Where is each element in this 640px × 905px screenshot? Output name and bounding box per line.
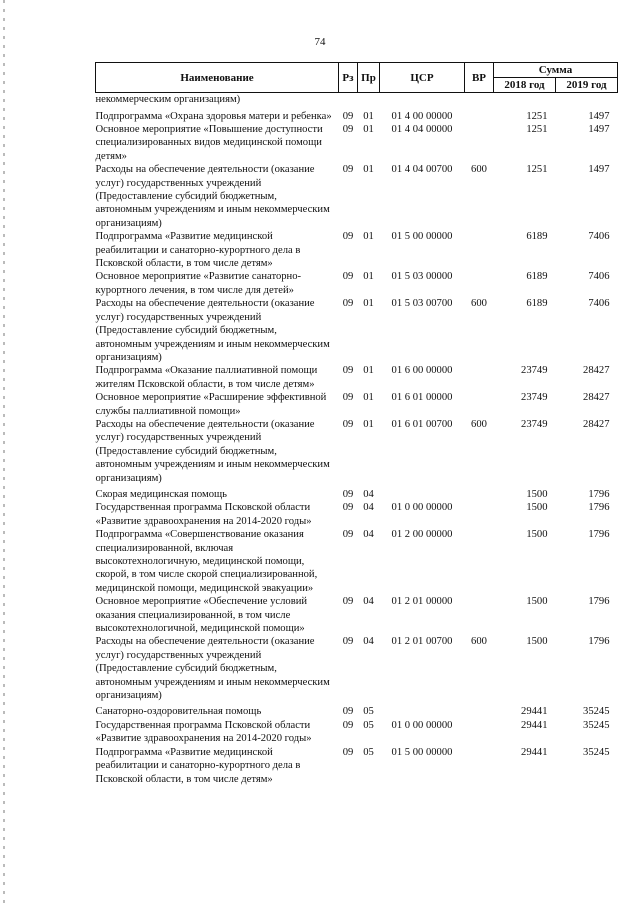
cell-y2018: 1500: [526, 596, 548, 608]
cell-name: Подпрограмма «Совершенствование оказания специализированной, включая высокотехнологичную, медицинской помощи, скорой, в том числе скорой специализированной, медицинской помощи, медицинской эвакуации»: [95, 529, 318, 594]
table-row: [96, 418, 618, 485]
cell-vr: [465, 107, 494, 123]
cell-y2019: 1796: [588, 502, 610, 514]
table-row: [96, 746, 618, 786]
table-row: [96, 163, 618, 230]
cell-rz: 09: [342, 488, 354, 500]
cell-pr: 01: [363, 392, 374, 404]
page-number: 74: [314, 36, 326, 48]
cell-vr: 600: [471, 164, 487, 176]
table-row: [96, 485, 618, 501]
cell-rz: 09: [342, 392, 354, 404]
cell-vr: [465, 391, 494, 418]
cell-vr: [465, 364, 494, 391]
cell-y2019: [556, 93, 618, 107]
cell-name: Подпрограмма «Оказание паллиативной помощи жителям Псковской области, в том числе детям»: [95, 365, 318, 390]
cell-csr: 01 6 00 00000: [391, 365, 453, 377]
cell-vr: 600: [471, 636, 487, 648]
table-row: [96, 702, 618, 718]
cell-csr: 01 0 00 00000: [391, 719, 453, 731]
cell-y2018: [494, 93, 556, 107]
cell-rz: 09: [342, 706, 354, 718]
table-body: [96, 93, 618, 786]
cell-pr: 01: [363, 298, 374, 310]
cell-y2018: 1500: [526, 636, 548, 648]
cell-rz: 09: [342, 298, 354, 310]
cell-vr: [465, 230, 494, 270]
cell-name: Основное мероприятие «Повышение доступности специализированных видов медицинской помощи детям»: [95, 124, 323, 162]
header-rz: Рз: [339, 63, 358, 93]
cell-name: Расходы на обеспечение деятельности (оказание услуг) государственных учреждений (Предоставление субсидий бюджетным, автономным учреждениям и иным некоммерческим организациям): [95, 298, 330, 363]
cell-pr: 01: [363, 271, 374, 283]
scan-edge-mark: [3, 0, 5, 905]
table-row: [96, 501, 618, 528]
cell-name: Государственная программа Псковской области «Развитие здравоохранения на 2014-2020 годы»: [95, 719, 312, 745]
cell-rz: 09: [342, 271, 354, 283]
cell-rz: 09: [342, 529, 354, 541]
cell-pr: 04: [363, 502, 374, 514]
cell-vr: [465, 595, 494, 635]
cell-name: Основное мероприятие «Развитие санаторно-курортного лечения, в том числе для детей»: [95, 271, 302, 296]
cell-pr: 04: [363, 596, 374, 608]
cell-name: Расходы на обеспечение деятельности (оказание услуг) государственных учреждений (Предоставление субсидий бюджетным, автономным учреждениям и иным некоммерческим организациям): [95, 418, 330, 484]
cell-rz: 09: [342, 124, 354, 135]
cell-name: Расходы на обеспечение деятельности (оказание услуг) государственных учреждений (Предоставление субсидий бюджетным, автономным учреждениям и иным некоммерческим организациям): [95, 164, 330, 229]
table-row: [96, 528, 618, 595]
cell-vr: 600: [471, 418, 487, 430]
cell-csr: 01 5 00 00000: [391, 746, 453, 758]
header-2018: 2018 год: [494, 78, 556, 93]
table-row: [96, 230, 618, 270]
header-sum: Сумма: [494, 63, 618, 78]
cell-y2019: 7406: [588, 231, 610, 243]
table-row: [96, 297, 618, 364]
cell-y2019: 7406: [588, 271, 610, 283]
table-row: [96, 364, 618, 391]
cell-pr: 01: [363, 418, 374, 430]
cell-y2018: 29441: [521, 706, 548, 718]
cell-name: Основное мероприятие «Расширение эффективной службы паллиативной помощи»: [95, 392, 327, 417]
cell-csr: 01 2 00 00000: [391, 529, 453, 541]
cell-y2019: 35245: [583, 706, 610, 718]
cell-y2019: 35245: [583, 746, 610, 758]
cell-name: Основное мероприятие «Обеспечение условий оказания специализированной, в том числе высокотехнологичной, медицинской помощи»: [95, 596, 308, 635]
cell-pr: 05: [363, 746, 374, 758]
cell-name: Санаторно-оздоровительная помощь: [95, 706, 262, 718]
cell-y2019: 28427: [583, 418, 610, 430]
cell-y2019: 28427: [583, 365, 610, 377]
cell-vr: [465, 270, 494, 297]
cell-y2018: 23749: [521, 392, 548, 404]
cell-vr: [465, 719, 494, 746]
header-csr: ЦСР: [380, 63, 465, 93]
cell-pr: 01: [363, 231, 374, 243]
cell-name: Подпрограмма «Развитие медицинской реабилитации и санаторно-курортного дела в Псковской области, в том числе детям»: [95, 231, 301, 270]
header-vr: ВР: [465, 63, 494, 93]
cell-y2018: 29441: [521, 746, 548, 758]
cell-csr: 01 5 03 00700: [391, 298, 453, 310]
cell-y2019: 1796: [588, 596, 610, 608]
cell-vr: [465, 485, 494, 501]
cell-csr: [380, 702, 465, 718]
cell-y2018: 23749: [521, 365, 548, 377]
cell-rz: 09: [342, 502, 354, 514]
cell-y2018: 6189: [526, 271, 548, 283]
cell-name: некоммерческим организациям): [95, 94, 241, 106]
cell-y2018: 1251: [526, 124, 548, 135]
cell-vr: [465, 702, 494, 718]
header-name: Наименование: [96, 63, 339, 93]
cell-csr: 01 2 01 00000: [391, 596, 453, 608]
cell-vr: [465, 528, 494, 595]
cell-pr: 01: [363, 124, 374, 135]
table-row: [96, 595, 618, 635]
cell-csr: 01 2 01 00700: [391, 636, 453, 648]
header-2019: 2019 год: [556, 78, 618, 93]
cell-y2019: 7406: [588, 298, 610, 310]
cell-vr: 600: [471, 298, 487, 310]
cell-pr: 04: [363, 488, 374, 500]
cell-rz: 09: [342, 596, 354, 608]
cell-y2019: 28427: [583, 392, 610, 404]
table-row: [96, 635, 618, 702]
cell-csr: 01 4 04 00700: [391, 164, 453, 176]
cell-y2019: 1497: [588, 164, 610, 176]
cell-vr: [465, 93, 494, 107]
cell-pr: 04: [363, 529, 374, 541]
cell-vr: [465, 746, 494, 786]
cell-csr: 01 4 00 00000: [391, 110, 453, 122]
cell-y2018: 1251: [526, 164, 548, 176]
cell-csr: [380, 93, 465, 107]
cell-rz: 09: [342, 719, 354, 731]
budget-table: [95, 62, 618, 786]
cell-rz: 09: [342, 365, 354, 377]
cell-rz: 09: [342, 110, 354, 122]
cell-pr: 01: [363, 164, 374, 176]
cell-rz: 09: [342, 418, 354, 430]
table-row: [96, 123, 618, 163]
cell-y2019: 1796: [588, 488, 610, 500]
cell-pr: 01: [363, 110, 374, 122]
cell-pr: 04: [363, 636, 374, 648]
cell-rz: 09: [342, 746, 354, 758]
cell-csr: 01 4 04 00000: [391, 124, 453, 135]
cell-rz: 09: [342, 636, 354, 648]
cell-csr: 01 0 00 00000: [391, 502, 453, 514]
cell-vr: [465, 501, 494, 528]
cell-y2018: 1500: [526, 488, 548, 500]
cell-name: Скорая медицинская помощь: [95, 488, 227, 500]
cell-y2018: 23749: [521, 418, 548, 430]
cell-y2018: 1251: [526, 110, 548, 122]
cell-csr: 01 5 00 00000: [391, 231, 453, 243]
cell-rz: 09: [342, 231, 354, 243]
cell-rz: 09: [342, 164, 354, 176]
cell-y2018: 6189: [526, 231, 548, 243]
cell-y2018: 1500: [526, 529, 548, 541]
cell-csr: 01 6 01 00700: [391, 418, 453, 430]
cell-name: Государственная программа Псковской области «Развитие здравоохранения на 2014-2020 годы»: [95, 502, 312, 527]
cell-vr: [465, 123, 494, 163]
cell-pr: 05: [363, 706, 374, 718]
cell-csr: 01 6 01 00000: [391, 392, 453, 404]
cell-name: Подпрограмма «Охрана здоровья матери и ребенка»: [95, 110, 332, 122]
cell-csr: 01 5 03 00000: [391, 271, 453, 283]
table-row: [96, 270, 618, 297]
cell-y2019: 1497: [588, 110, 610, 122]
cell-y2019: 1497: [588, 124, 610, 135]
cell-name: Подпрограмма «Развитие медицинской реабилитации и санаторно-курортного дела в Псковской области, в том числе детям»: [95, 746, 301, 785]
table-row: [96, 719, 618, 746]
cell-y2018: 29441: [521, 719, 548, 731]
cell-y2018: 1500: [526, 502, 548, 514]
cell-y2018: 6189: [526, 298, 548, 310]
table-row: [96, 107, 618, 123]
cell-pr: 05: [363, 719, 374, 731]
cell-y2019: 1796: [588, 529, 610, 541]
cell-csr: [380, 485, 465, 501]
cell-y2019: 35245: [583, 719, 610, 731]
cell-y2019: 1796: [588, 636, 610, 648]
cell-name: Расходы на обеспечение деятельности (оказание услуг) государственных учреждений (Предоставление субсидий бюджетным, автономным учреждениям и иным некоммерческим организациям): [95, 636, 330, 702]
cell-pr: 01: [363, 365, 374, 377]
cell-pr: [358, 93, 380, 107]
table-row: [96, 391, 618, 418]
table-row: [96, 93, 618, 107]
cell-rz: [339, 93, 358, 107]
header-pr: Пр: [358, 63, 380, 93]
